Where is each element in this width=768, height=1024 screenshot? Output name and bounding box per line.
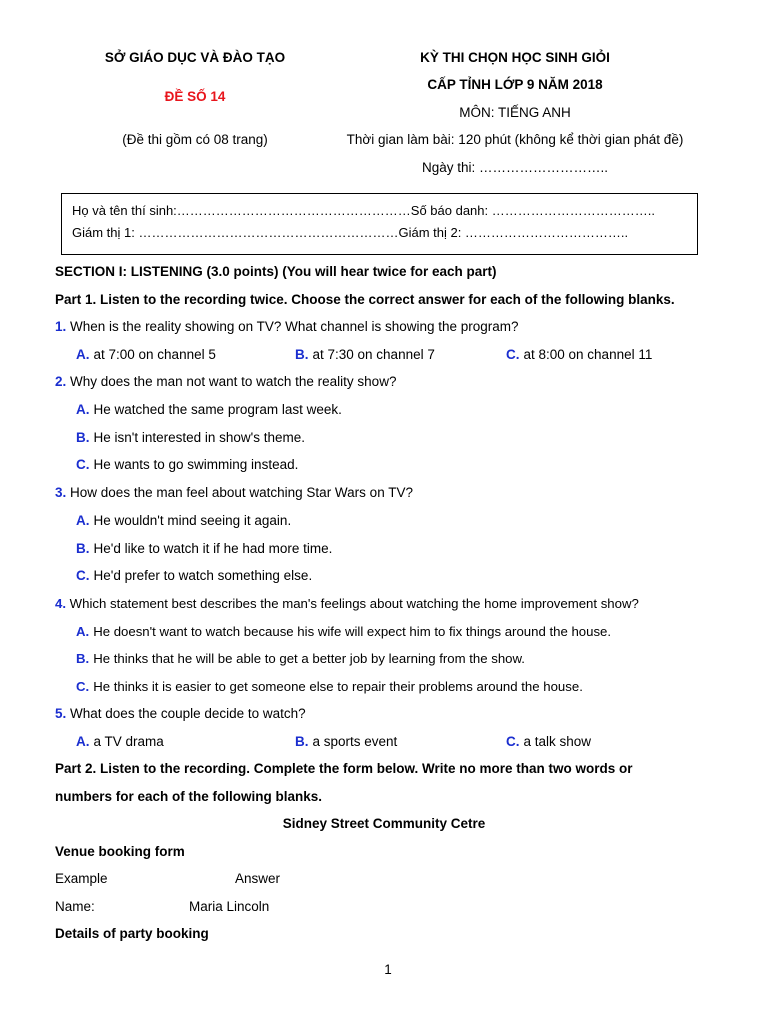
option-text: a TV drama: [93, 734, 164, 749]
option-letter: B.: [295, 734, 309, 749]
exam-subject: MÔN: TIẾNG ANH: [459, 105, 571, 120]
option-text: a talk show: [523, 734, 592, 749]
option-letter: C.: [76, 457, 90, 472]
q5-option-c: [506, 734, 591, 750]
option-text: He watched the same program last week.: [93, 402, 342, 417]
answer-label: Answer: [235, 871, 281, 886]
department-name: SỞ GIÁO DỤC VÀ ĐÀO TẠO: [104, 50, 286, 65]
option-text: at 8:00 on channel 11: [523, 347, 653, 362]
question-text: How does the man feel about watching Star Wars on TV?: [70, 485, 413, 500]
q5-option-a: [76, 734, 164, 750]
exam-level: CẤP TỈNH LỚP 9 NĂM 2018: [427, 77, 603, 92]
question-text: What does the couple decide to watch?: [70, 706, 306, 721]
question-5: [55, 706, 306, 722]
option-text: at 7:00 on channel 5: [93, 347, 216, 362]
q4-option-b: [76, 651, 525, 667]
option-letter: B.: [76, 651, 90, 666]
question-number: 4.: [55, 596, 66, 611]
section-title: SECTION I: LISTENING (3.0 points) (You will hear twice for each part): [55, 264, 497, 279]
question-number: 5.: [55, 706, 67, 721]
q2-option-a: [76, 402, 342, 418]
q1-option-c: [506, 347, 652, 363]
q1-option-a: [76, 347, 216, 363]
exam-code: ĐỀ SỐ 14: [164, 89, 226, 104]
option-letter: A.: [76, 513, 90, 528]
q4-option-c: [76, 679, 583, 695]
page-count-note: (Đề thi gồm có 08 trang): [122, 132, 268, 147]
question-number: 2.: [55, 374, 67, 389]
option-text: He doesn't want to watch because his wife will expect him to fix things around the house.: [93, 624, 612, 639]
question-3: [55, 485, 413, 501]
option-letter: C.: [76, 568, 90, 583]
option-letter: C.: [506, 734, 520, 749]
details-heading: Details of party booking: [55, 926, 209, 941]
option-text: He thinks it is easier to get someone else to repair their problems around the house.: [93, 679, 583, 694]
question-number: 1.: [55, 319, 67, 334]
option-text: a sports event: [312, 734, 398, 749]
q2-option-b: [76, 430, 305, 446]
question-number: 3.: [55, 485, 67, 500]
form-subtitle: Venue booking form: [55, 844, 185, 859]
question-1: [55, 319, 519, 335]
exam-date: Ngày thi: ………………………..: [421, 160, 609, 175]
candidate-info-box: [61, 193, 698, 255]
option-letter: A.: [76, 402, 90, 417]
option-letter: C.: [506, 347, 520, 362]
option-letter: B.: [295, 347, 309, 362]
name-value: Maria Lincoln: [189, 899, 270, 914]
option-text: He thinks that he will be able to get a better job by learning from the show.: [93, 651, 525, 666]
candidate-name-line: Họ và tên thí sinh:………………………………………………Số báo danh: ………………………………..: [72, 203, 655, 218]
exam-duration: Thời gian làm bài: 120 phút (không kể thời gian phát đề): [346, 132, 684, 147]
question-text: Which statement best describes the man's feelings about watching the home improvement show?: [69, 596, 639, 611]
example-label: Example: [55, 871, 108, 886]
option-letter: A.: [76, 734, 90, 749]
q4-option-a: [76, 624, 611, 640]
question-text: When is the reality showing on TV? What channel is showing the program?: [70, 319, 519, 334]
part2-title-line2: numbers for each of the following blanks.: [55, 789, 323, 804]
exam-title: KỲ THI CHỌN HỌC SINH GIỎI: [420, 50, 610, 65]
q1-option-b: [295, 347, 435, 363]
question-4: [55, 596, 639, 612]
option-letter: A.: [76, 624, 90, 639]
option-text: He wouldn't mind seeing it again.: [93, 513, 292, 528]
part1-title: Part 1. Listen to the recording twice. Choose the correct answer for each of the following blanks.: [55, 292, 675, 307]
form-title: Sidney Street Community Cetre: [282, 816, 486, 831]
supervisor-line: Giám thị 1: ……………………………………………………Giám thị 2: ………………………………..: [72, 225, 629, 240]
question-text: Why does the man not want to watch the reality show?: [70, 374, 397, 389]
question-2: [55, 374, 396, 390]
q2-option-c: [76, 457, 298, 473]
option-letter: B.: [76, 541, 90, 556]
option-text: He wants to go swimming instead.: [93, 457, 299, 472]
name-label: Name:: [55, 899, 95, 914]
q3-option-b: [76, 541, 332, 557]
q3-option-a: [76, 513, 291, 529]
option-letter: B.: [76, 430, 90, 445]
option-text: at 7:30 on channel 7: [312, 347, 435, 362]
option-letter: A.: [76, 347, 90, 362]
option-text: He'd prefer to watch something else.: [93, 568, 313, 583]
q5-option-b: [295, 734, 397, 750]
option-letter: C.: [76, 679, 90, 694]
part2-title-line1: Part 2. Listen to the recording. Complete the form below. Write no more than two words or: [55, 761, 633, 776]
option-text: He isn't interested in show's theme.: [93, 430, 306, 445]
page-number: 1: [384, 962, 392, 977]
q3-option-c: [76, 568, 312, 584]
option-text: He'd like to watch it if he had more time.: [93, 541, 333, 556]
